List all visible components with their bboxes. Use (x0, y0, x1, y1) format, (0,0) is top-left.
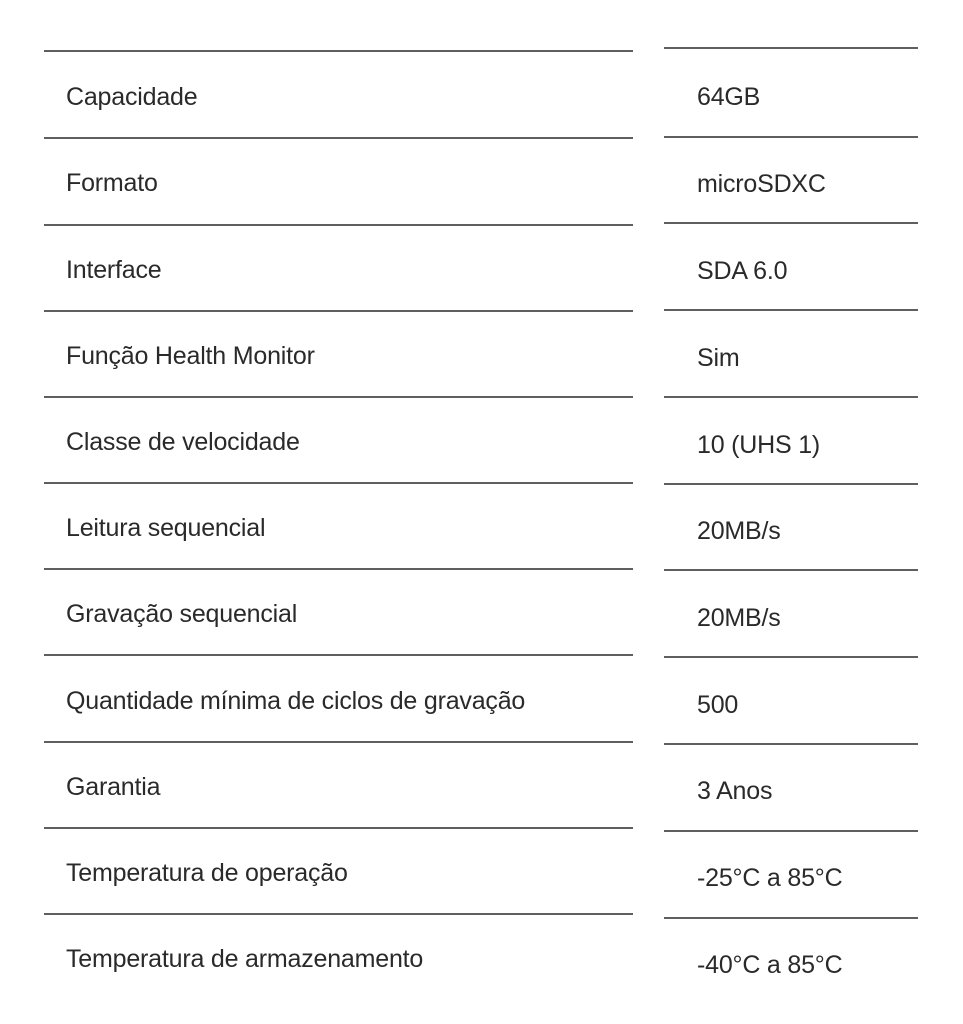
row-divider (44, 913, 633, 915)
spec-label: Garantia (66, 773, 161, 801)
spec-label: Classe de velocidade (66, 428, 300, 456)
spec-label: Gravação sequencial (66, 600, 298, 628)
spec-value: SDA 6.0 (697, 257, 788, 285)
row-divider (44, 654, 633, 656)
row-divider (44, 50, 633, 52)
row-divider (44, 741, 633, 743)
row-divider (664, 656, 918, 658)
row-divider (664, 743, 918, 745)
spec-label: Temperatura de armazenamento (66, 945, 424, 973)
spec-value: 500 (697, 691, 739, 719)
spec-label: Formato (66, 169, 158, 197)
row-divider (664, 47, 918, 49)
row-divider (664, 569, 918, 571)
spec-label: Temperatura de operação (66, 859, 348, 887)
spec-value: 20MB/s (697, 604, 781, 632)
row-divider (44, 396, 633, 398)
row-divider (664, 483, 918, 485)
spec-value: 20MB/s (697, 517, 781, 545)
spec-value: -40°C a 85°C (697, 951, 843, 979)
row-divider (664, 396, 918, 398)
row-divider (664, 222, 918, 224)
spec-value: 10 (UHS 1) (697, 431, 821, 459)
spec-label: Função Health Monitor (66, 342, 315, 370)
row-divider (44, 310, 633, 312)
row-divider (44, 827, 633, 829)
spec-label: Interface (66, 256, 162, 284)
row-divider (664, 830, 918, 832)
spec-value: Sim (697, 344, 740, 372)
row-divider (664, 136, 918, 138)
row-divider (664, 309, 918, 311)
row-divider (44, 568, 633, 570)
spec-label: Capacidade (66, 83, 198, 111)
row-divider (44, 482, 633, 484)
spec-label: Quantidade mínima de ciclos de gravação (66, 687, 526, 715)
row-divider (44, 137, 633, 139)
spec-value: -25°C a 85°C (697, 864, 843, 892)
row-divider (44, 224, 633, 226)
row-divider (664, 917, 918, 919)
spec-value: 3 Anos (697, 777, 773, 805)
spec-value: microSDXC (697, 170, 826, 198)
spec-value: 64GB (697, 83, 761, 111)
spec-label: Leitura sequencial (66, 514, 266, 542)
